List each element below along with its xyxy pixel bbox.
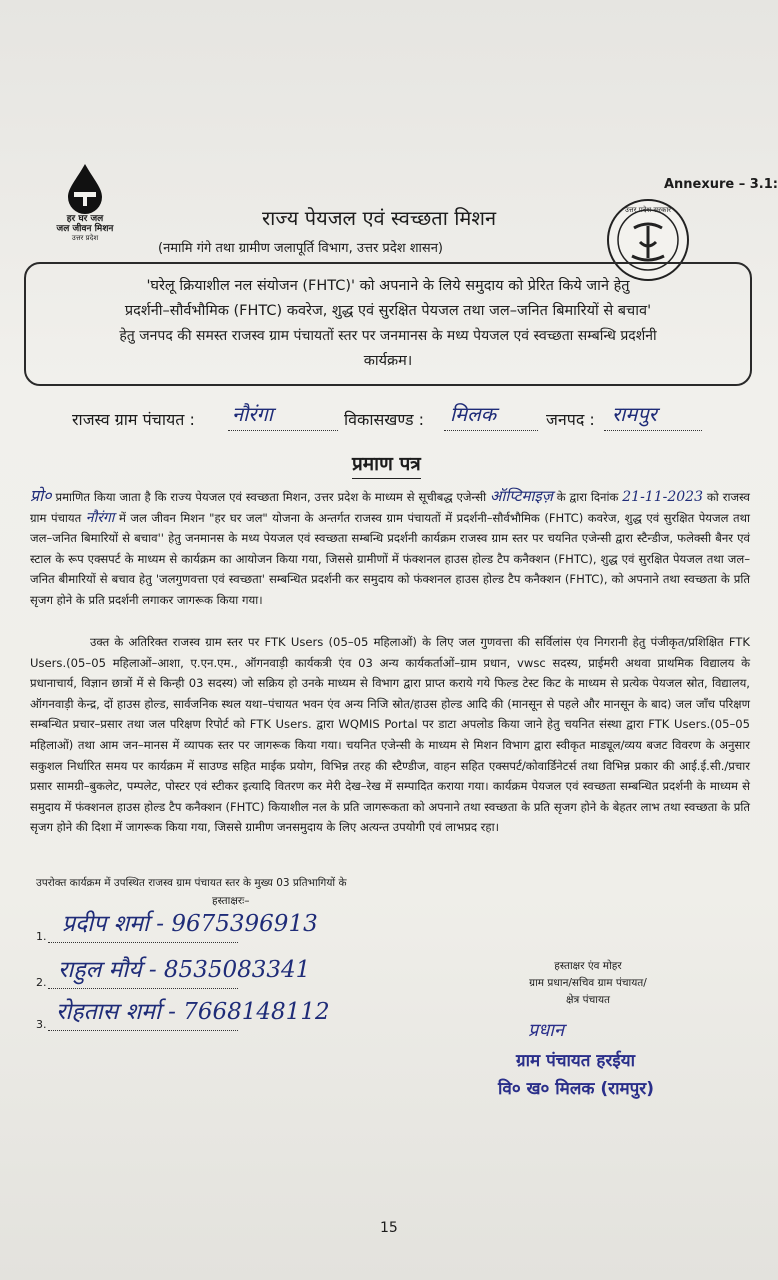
box-line-3: हेतु जनपद की समस्त राजस्व ग्राम पंचायतों स्तर पर जनमानस के मध्य पेयजल एवं स्वच्छता सम्बन्धि प्रदर्शनी bbox=[119, 328, 657, 344]
participants-sign-label: हस्ताक्षरः– bbox=[212, 895, 250, 907]
district-value: रामपुर bbox=[612, 402, 657, 426]
water-drop-icon bbox=[64, 162, 106, 214]
certificate-paragraph-2: उक्त के अतिरिक्त राजस्व ग्राम स्तर पर FTK Users (05–05 महिलाओं) के लिए जल गुणवत्ता की सर्विलांस एंव निगरानी हेतु पंजीकृत/प्रशिक्षित FTK Users.(05–05 महिलाओं–आशा, ए.एन.एम., ऑगनवाड़ी कार्यकत्री एंव 03 अन्य कार्यकर्ताओं–ग्राम प्रधान, vwsc सदस्य, प्राईमरी अथवा प्राथमिक विद्यालय के प्रधानाचार्य, विज्ञान छात्रों में से किन्ही 03 सदस्य) जो सक्रिय हो उनके माध्यम से विभाग द्वारा प्राप्त कराये गये फिल्ड टेस्ट किट के माध्यम से प्रत्येक पेयजल स्रोत, विद्यालय, ऑगनवाड़ी केन्द्र, दों हाउस होल्ड, सार्वजनिक स्थल यथा–पंचायत भवन एंव अन्य निजि स्रोत/हाउस होल्ड आदि की (मानसून से पहले और मानसून के बाद) जल जाँच परिक्षण सम्बन्धित प्रचार–प्रसार तथा जल परिक्षण रिपोर्ट को FTK Users. द्वारा WQMIS Portal पर डाटा अपलोड किया जाने हेतु चयनित संस्था द्वारा FTK Users.(05–05 महिलाओं) तथा आम जन–मानस में व्यापक स्तर पर जागरूक किया गया। चयनित एजेन्सी के माध्यम से मिशन विभाग द्वारा स्वीकृत माड्यूल/व्यय बजट विवरण के अनुसार सकुशल निर्धारित समय पर कार्यक्रम में साउण्ड सहित माईक प्रयोग, विभिन्न तरह की स्टैण्डीज, वाहन सहित एक्सपर्ट/कोवार्डिनेटर्स तथा विभिन्न प्रकार की आई.ई.सी./प्रचार प्रसार सामग्री–बुकलेट, पम्पलेट, पोस्टर एवं स्टीकर इत्यादि वितरण कर मेरी देख–रेख में सम्पादित कराया गया। कार्यक्रम पेयजल एवं स्वच्छता सम्बन्धित प्रदर्शनी के माध्यम से समुदाय में फंक्शनल हाउस होल्ड टैप कनैक्शन (FHTC) कियाशील नल के प्रति जागरूकता को अपनाने तथा स्वच्छता के प्रति सृजग होने के बेहतर लाभ तथा स्वच्छता के प्रति सृजग होने की दिशा में जागरूक किया गया, जिससे ग्रामीण जनसमुदाय के लिए अत्यन्त उपयोगी एवं लाभप्रद रहा। bbox=[30, 635, 750, 835]
signatory-line-3: क्षेत्र पंचायत bbox=[565, 994, 611, 1006]
block-label: विकासखण्ड : bbox=[344, 410, 425, 429]
mission-title: राज्य पेयजल एवं स्वच्छता मिशन bbox=[262, 206, 497, 230]
participant-3-dots bbox=[48, 1030, 238, 1031]
box-line-1: 'घरेलू क्रियाशील नल संयोजन (FHTC)' को अपनाने के लिये समुदाय को प्रेरित किये जाने हेतु bbox=[146, 278, 630, 294]
participant-1 bbox=[36, 930, 47, 943]
logo-line-1: हर घर जल bbox=[66, 214, 104, 224]
block-dots bbox=[444, 430, 538, 431]
participant-1-no: 1. bbox=[36, 930, 47, 943]
date-hand: 21-11-2023 bbox=[622, 489, 703, 505]
district-dots bbox=[604, 430, 702, 431]
p1-text-a: प्रमाणित किया जाता है कि राज्य पेयजल एवं स्वच्छता मिशन, उत्तर प्रदेश के माध्यम से सूचीबद्ध एजेन्सी bbox=[55, 490, 487, 504]
participant-2-no: 2. bbox=[36, 976, 47, 989]
participant-2 bbox=[36, 976, 47, 989]
block-value: मिलक bbox=[450, 402, 497, 426]
box-line-4: कार्यक्रम। bbox=[363, 353, 413, 369]
har-ghar-jal-logo bbox=[40, 162, 130, 242]
signatory-line-2: ग्राम प्रधान/सचिव ग्राम पंचायत/ bbox=[529, 977, 647, 989]
district-label: जनपद : bbox=[546, 410, 595, 429]
logo-line-2: जल जीवन मिशन bbox=[56, 224, 114, 234]
panchayat-dots bbox=[228, 430, 338, 431]
p1-text-b: के द्वारा दिनांक bbox=[556, 490, 619, 504]
box-line-2: प्रदर्शनी–सौर्वभौमिक (FHTC) कवरेज, शुद्ध एवं सुरक्षित पेयजल तथा जल–जनित बिमारियों से बचाव' bbox=[124, 303, 652, 319]
participant-2-sign: राहुल मौर्य - 8535083341 bbox=[58, 957, 311, 983]
pradhan-signature: प्रधान bbox=[528, 1020, 564, 1041]
participant-1-dots bbox=[48, 942, 238, 943]
p1-text-c: को राजस्व ग्राम पंचायत bbox=[30, 490, 751, 525]
mission-subtitle: (नमामि गंगे तथा ग्रामीण जलापूर्ति विभाग, उत्तर प्रदेश शासन) bbox=[158, 241, 443, 256]
annexure-label: Annexure – 3.1: bbox=[663, 177, 778, 192]
stamp-line-2: वि० ख० मिलक (रामपुर) bbox=[498, 1079, 655, 1099]
signatory-line-1: हस्ताक्षर एंव मोहर bbox=[554, 960, 622, 972]
prop-hand: प्रो० bbox=[30, 486, 52, 505]
participant-3-no: 3. bbox=[36, 1018, 47, 1031]
certificate-heading: प्रमाण पत्र bbox=[352, 450, 421, 479]
program-title-box bbox=[24, 262, 752, 386]
panchayat-label: राजस्व ग्राम पंचायत : bbox=[72, 410, 195, 429]
panchayat-value: नौरंगा bbox=[232, 402, 273, 426]
page-number: 15 bbox=[380, 1220, 398, 1236]
agency-hand: ऑप्टिमाइज़ bbox=[489, 487, 553, 505]
p1-text-d: में जल जीवन मिशन "हर घर जल" योजना के अन्तर्गत राजस्व ग्राम पंचायतों में प्रदर्शनी–सौर्वभौमिक (FHTC) कवरेज, शुद्ध एवं सुरक्षित पेयजल तथा जल–जनित बिमारियों से बचाव'' हेतु जनमानस के मध्य पेयजल एवं स्वच्छता सम्बन्धि प्रदर्शनी कार्यक्रम राजस्व ग्राम स्तर पर चयनित एजेन्सी द्वारा स्टैन्डीज, फलेक्सी बैनर एवं स्टाल के रूप एक्सपर्ट के माध्यम से कार्यक्रम का आयोजन किया गया, जिससे ग्रामीणों में फंक्शनल हाउस होल्ड टैप कनैक्शन (FHTC), शुद्ध एवं सुरक्षित पेयजल तथा जल–जनित बीमारियों से बचाव हेतु 'जलगुणवत्ता एवं स्वच्छता' सम्बन्धित प्रदर्शनी कर समुदाय को फंक्शनल हाउस होल्ड टैप कनैक्शन (FHTC), को अपनाने तथा स्वच्छता के प्रति सृजग होने के प्रति प्रदर्शनी लगाकर जागरूक किया गया। bbox=[30, 510, 751, 607]
participants-heading: उपरोक्त कार्यक्रम में उपस्थित राजस्व ग्राम पंचायत स्तर के मुख्य 03 प्रतिभागियों के bbox=[36, 877, 347, 889]
emblem-text: उत्तर प्रदेश सरकार bbox=[624, 206, 672, 214]
panchayat-hand: नौरंगा bbox=[85, 509, 115, 526]
logo-line-3: उत्तर प्रदेश bbox=[71, 234, 99, 242]
participant-3-sign: रोहतास शर्मा - 7668148112 bbox=[56, 999, 330, 1025]
participant-1-sign: प्रदीप शर्मा - 9675396913 bbox=[62, 911, 318, 937]
participant-2-dots bbox=[48, 988, 238, 989]
signatory-block bbox=[478, 958, 698, 1009]
stamp-line-1: ग्राम पंचायत हरईया bbox=[516, 1051, 635, 1071]
certificate-paragraph-1 bbox=[30, 486, 750, 611]
participant-3 bbox=[36, 1018, 47, 1031]
